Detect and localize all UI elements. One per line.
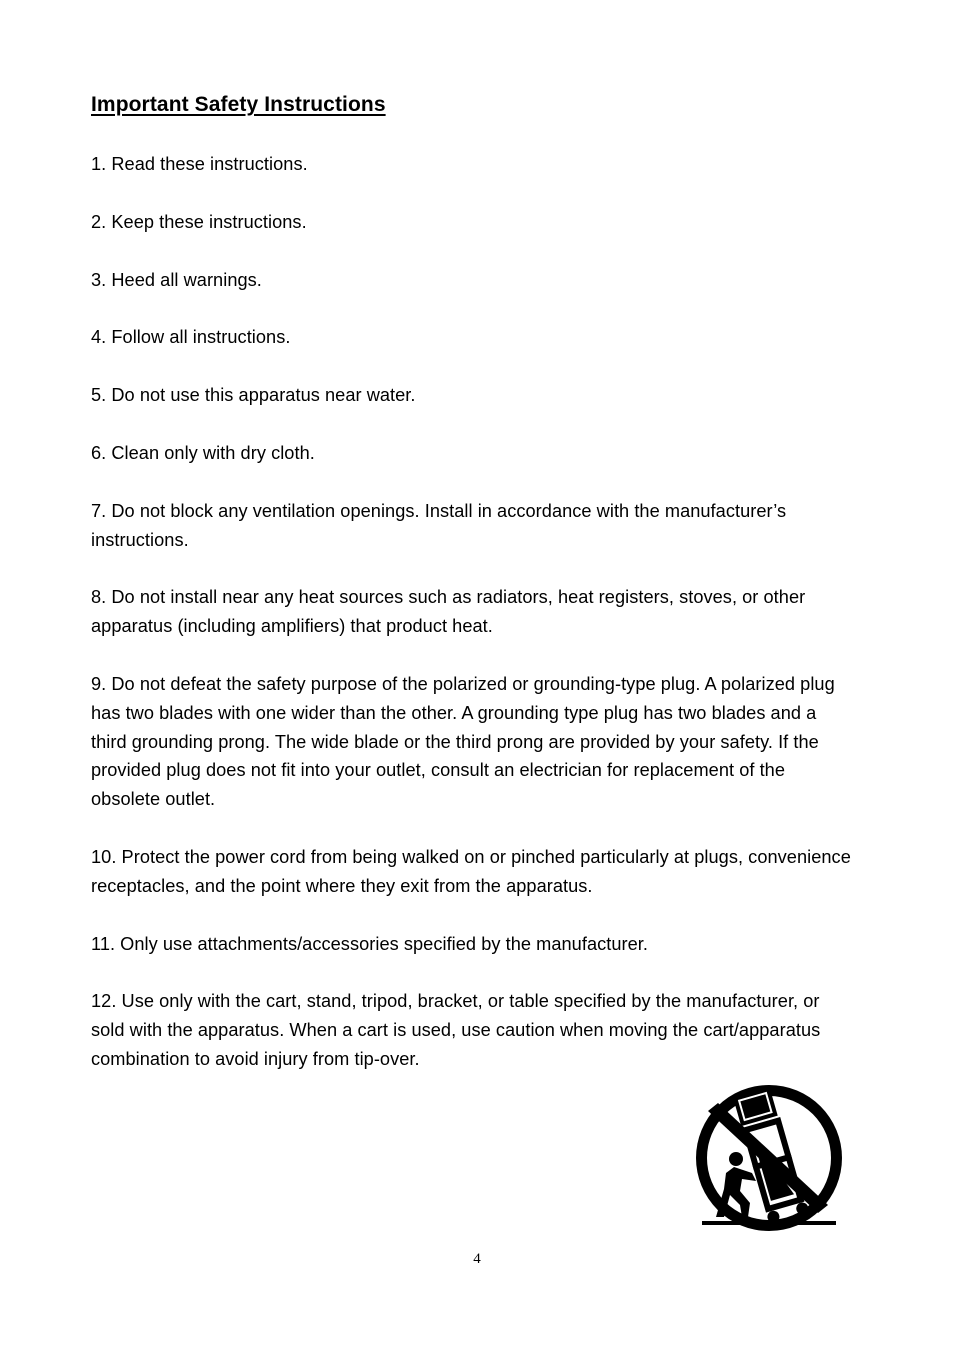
instruction-item: 6. Clean only with dry cloth. — [91, 442, 315, 463]
instruction-item: 12. Use only with the cart, stand, tripod, bracket, or table specified by the manufacturer, or sold with the apparatus. When a cart is used, use caution when moving the cart/apparatus combination to avoid injury from tip-over. — [91, 991, 821, 1069]
instruction-item: 3. Heed all warnings. — [91, 269, 262, 290]
cart-tip-over-warning-icon — [694, 1081, 846, 1235]
page-number: 4 — [473, 1251, 481, 1267]
instruction-item: 9. Do not defeat the safety purpose of the polarized or grounding-type plug. A polarized plug has two blades with one wider than the other. A grounding type plug has two blades and a third grounding prong. The wide blade or the third prong are provided by your safety. If the provided plug does not fit into your outlet, consult an electrician for replacement of the obsolete outlet. — [91, 673, 835, 810]
instructions-list — [91, 150, 851, 1103]
instruction-item: 10. Protect the power cord from being walked on or pinched particularly at plugs, convenience receptacles, and the point where they exit from the apparatus. — [91, 846, 851, 896]
instruction-item: 5. Do not use this apparatus near water. — [91, 385, 416, 406]
instruction-item: 1. Read these instructions. — [91, 154, 308, 174]
instruction-item: 8. Do not install near any heat sources such as radiators, heat registers, stoves, or other apparatus (including amplifiers) that product heat. — [91, 587, 806, 637]
instruction-item: 11. Only use attachments/accessories specified by the manufacturer. — [91, 933, 649, 954]
page-title: Important Safety Instructions — [91, 93, 386, 116]
instruction-item: 7. Do not block any ventilation openings. Install in accordance with the manufacturer’s instructions. — [91, 500, 787, 550]
instruction-item: 4. Follow all instructions. — [91, 327, 291, 348]
instruction-item: 2. Keep these instructions. — [91, 211, 307, 232]
